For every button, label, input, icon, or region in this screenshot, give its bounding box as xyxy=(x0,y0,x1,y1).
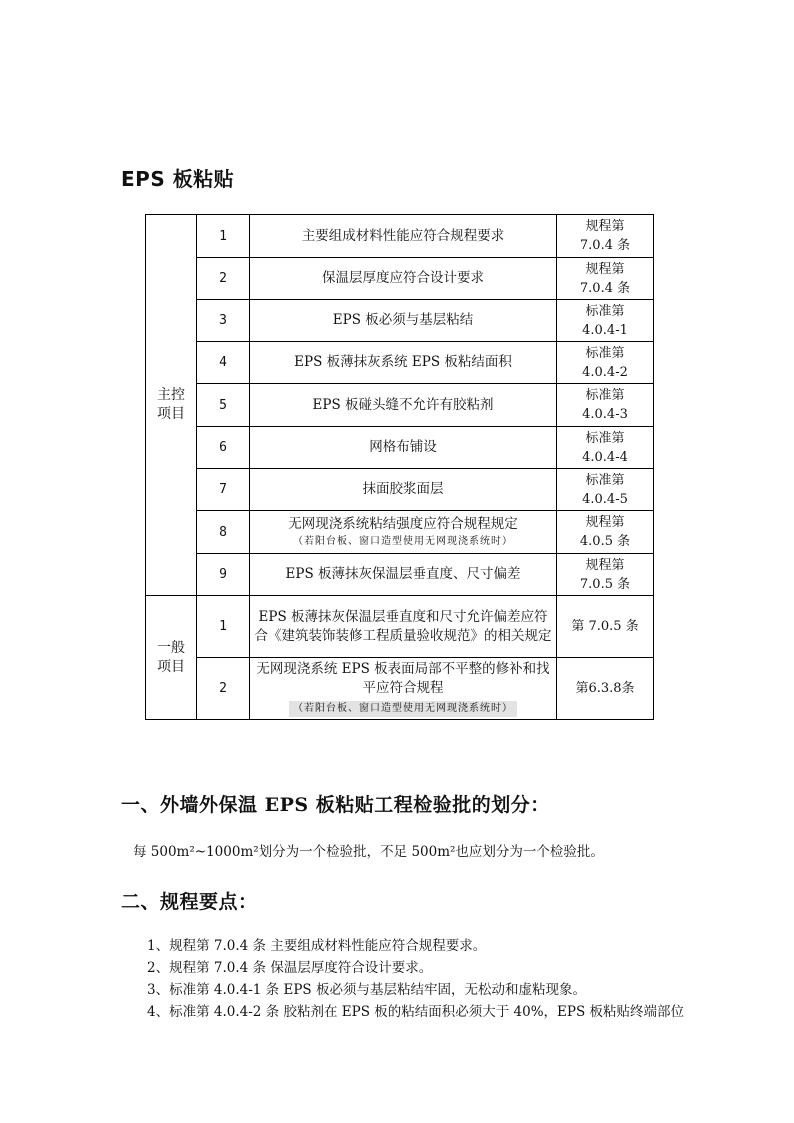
row-item: 主要组成材料性能应符合规程要求 xyxy=(301,227,505,244)
table-row xyxy=(146,427,654,469)
row-item-cell xyxy=(250,554,557,596)
row-item: EPS 板碰头缝不允许有胶粘剂 xyxy=(312,396,494,413)
row-number: 9 xyxy=(197,554,250,596)
row-number: 3 xyxy=(197,300,250,342)
row-standard: 规程第 7.0.4 条 xyxy=(557,258,654,300)
table-row xyxy=(146,596,654,658)
row-number: 1 xyxy=(197,215,250,258)
row-note: （若阳台板、窗口造型使用无网现浇系统时） xyxy=(289,701,517,717)
list-item: 3、标准第 4.0.4-1 条 EPS 板必须与基层粘结牢固，无松动和虚粘现象。 xyxy=(147,982,586,998)
table-row xyxy=(146,658,654,720)
row-item: 无网现浇系统 EPS 板表面局部不平整的修补和找平应符合规程 xyxy=(256,661,550,696)
list-item: 4、标准第 4.0.4-2 条 胶粘剂在 EPS 板的粘结面积必须大于 40%，EPS 板粘贴终端部位 xyxy=(147,1004,685,1020)
table-row xyxy=(146,258,654,300)
row-number: 4 xyxy=(197,342,250,384)
row-item-cell xyxy=(250,427,557,469)
main-control-group-label: 主控 项目 xyxy=(146,215,197,596)
row-item-cell xyxy=(250,511,557,554)
row-item-cell xyxy=(250,469,557,511)
row-standard: 标准第 4.0.4-5 xyxy=(557,469,654,511)
row-standard: 标准第 4.0.4-3 xyxy=(557,384,654,427)
row-standard: 规程第 7.0.4 条 xyxy=(557,215,654,258)
row-item-cell xyxy=(250,658,557,720)
row-item-cell xyxy=(250,342,557,384)
row-item: EPS 板薄抹灰保温层垂直度和尺寸允许偏差应符合《建筑装饰装修工程质量验收规范》的相关规定 xyxy=(254,608,552,644)
inspection-table xyxy=(145,214,654,720)
row-number: 5 xyxy=(197,384,250,427)
section1-heading: 一、外墙外保温 EPS 板粘贴工程检验批的划分： xyxy=(121,794,550,816)
row-standard: 第 7.0.5 条 xyxy=(557,596,654,658)
row-standard: 规程第 4.0.5 条 xyxy=(557,511,654,554)
row-standard: 标准第 4.0.4-2 xyxy=(557,342,654,384)
row-standard: 标准第 4.0.4-4 xyxy=(557,427,654,469)
row-number: 1 xyxy=(197,596,250,658)
row-number: 2 xyxy=(197,258,250,300)
row-item: EPS 板薄抹灰保温层垂直度、尺寸偏差 xyxy=(285,566,521,582)
row-item: 无网现浇系统粘结强度应符合规程规定 xyxy=(288,515,518,532)
table-row xyxy=(146,342,654,384)
row-item: EPS 板薄抹灰系统 EPS 板粘结面积 xyxy=(294,354,512,370)
table-row xyxy=(146,511,654,554)
row-number: 8 xyxy=(197,511,250,554)
row-standard: 第6.3.8条 xyxy=(557,658,654,720)
row-item: EPS 板必须与基层粘结 xyxy=(332,312,474,328)
row-standard: 标准第 4.0.4-1 xyxy=(557,300,654,342)
row-item-cell xyxy=(250,384,557,427)
row-item-cell xyxy=(250,258,557,300)
row-item: 网格布铺设 xyxy=(369,439,437,455)
row-note: （若阳台板、窗口造型使用无网现浇系统时） xyxy=(293,535,513,547)
section1-text: 每 500m²~1000m²划分为一个检验批，不足 500m²也应划分为一个检验批。 xyxy=(133,844,604,860)
list-item: 1、规程第 7.0.4 条 主要组成材料性能应符合规程要求。 xyxy=(147,938,487,954)
row-item: 保温层厚度应符合设计要求 xyxy=(322,270,484,286)
row-item: 抹面胶浆面层 xyxy=(362,481,444,497)
rules-list xyxy=(147,935,684,1023)
table-row xyxy=(146,384,654,427)
row-item-cell xyxy=(250,215,557,258)
row-number: 7 xyxy=(197,469,250,511)
row-number: 2 xyxy=(197,658,250,720)
page-title: EPS 板粘贴 xyxy=(121,167,235,191)
section2-heading: 二、规程要点： xyxy=(121,891,258,913)
table-row xyxy=(146,469,654,511)
list-item: 2、规程第 7.0.4 条 保温层厚度符合设计要求。 xyxy=(147,960,433,976)
row-item-cell xyxy=(250,300,557,342)
row-number: 6 xyxy=(197,427,250,469)
table-row xyxy=(146,554,654,596)
row-item-cell xyxy=(250,596,557,658)
table-row xyxy=(146,215,654,258)
general-group-label: 一般 项目 xyxy=(146,596,197,720)
row-standard: 规程第 7.0.5 条 xyxy=(557,554,654,596)
table-row xyxy=(146,300,654,342)
